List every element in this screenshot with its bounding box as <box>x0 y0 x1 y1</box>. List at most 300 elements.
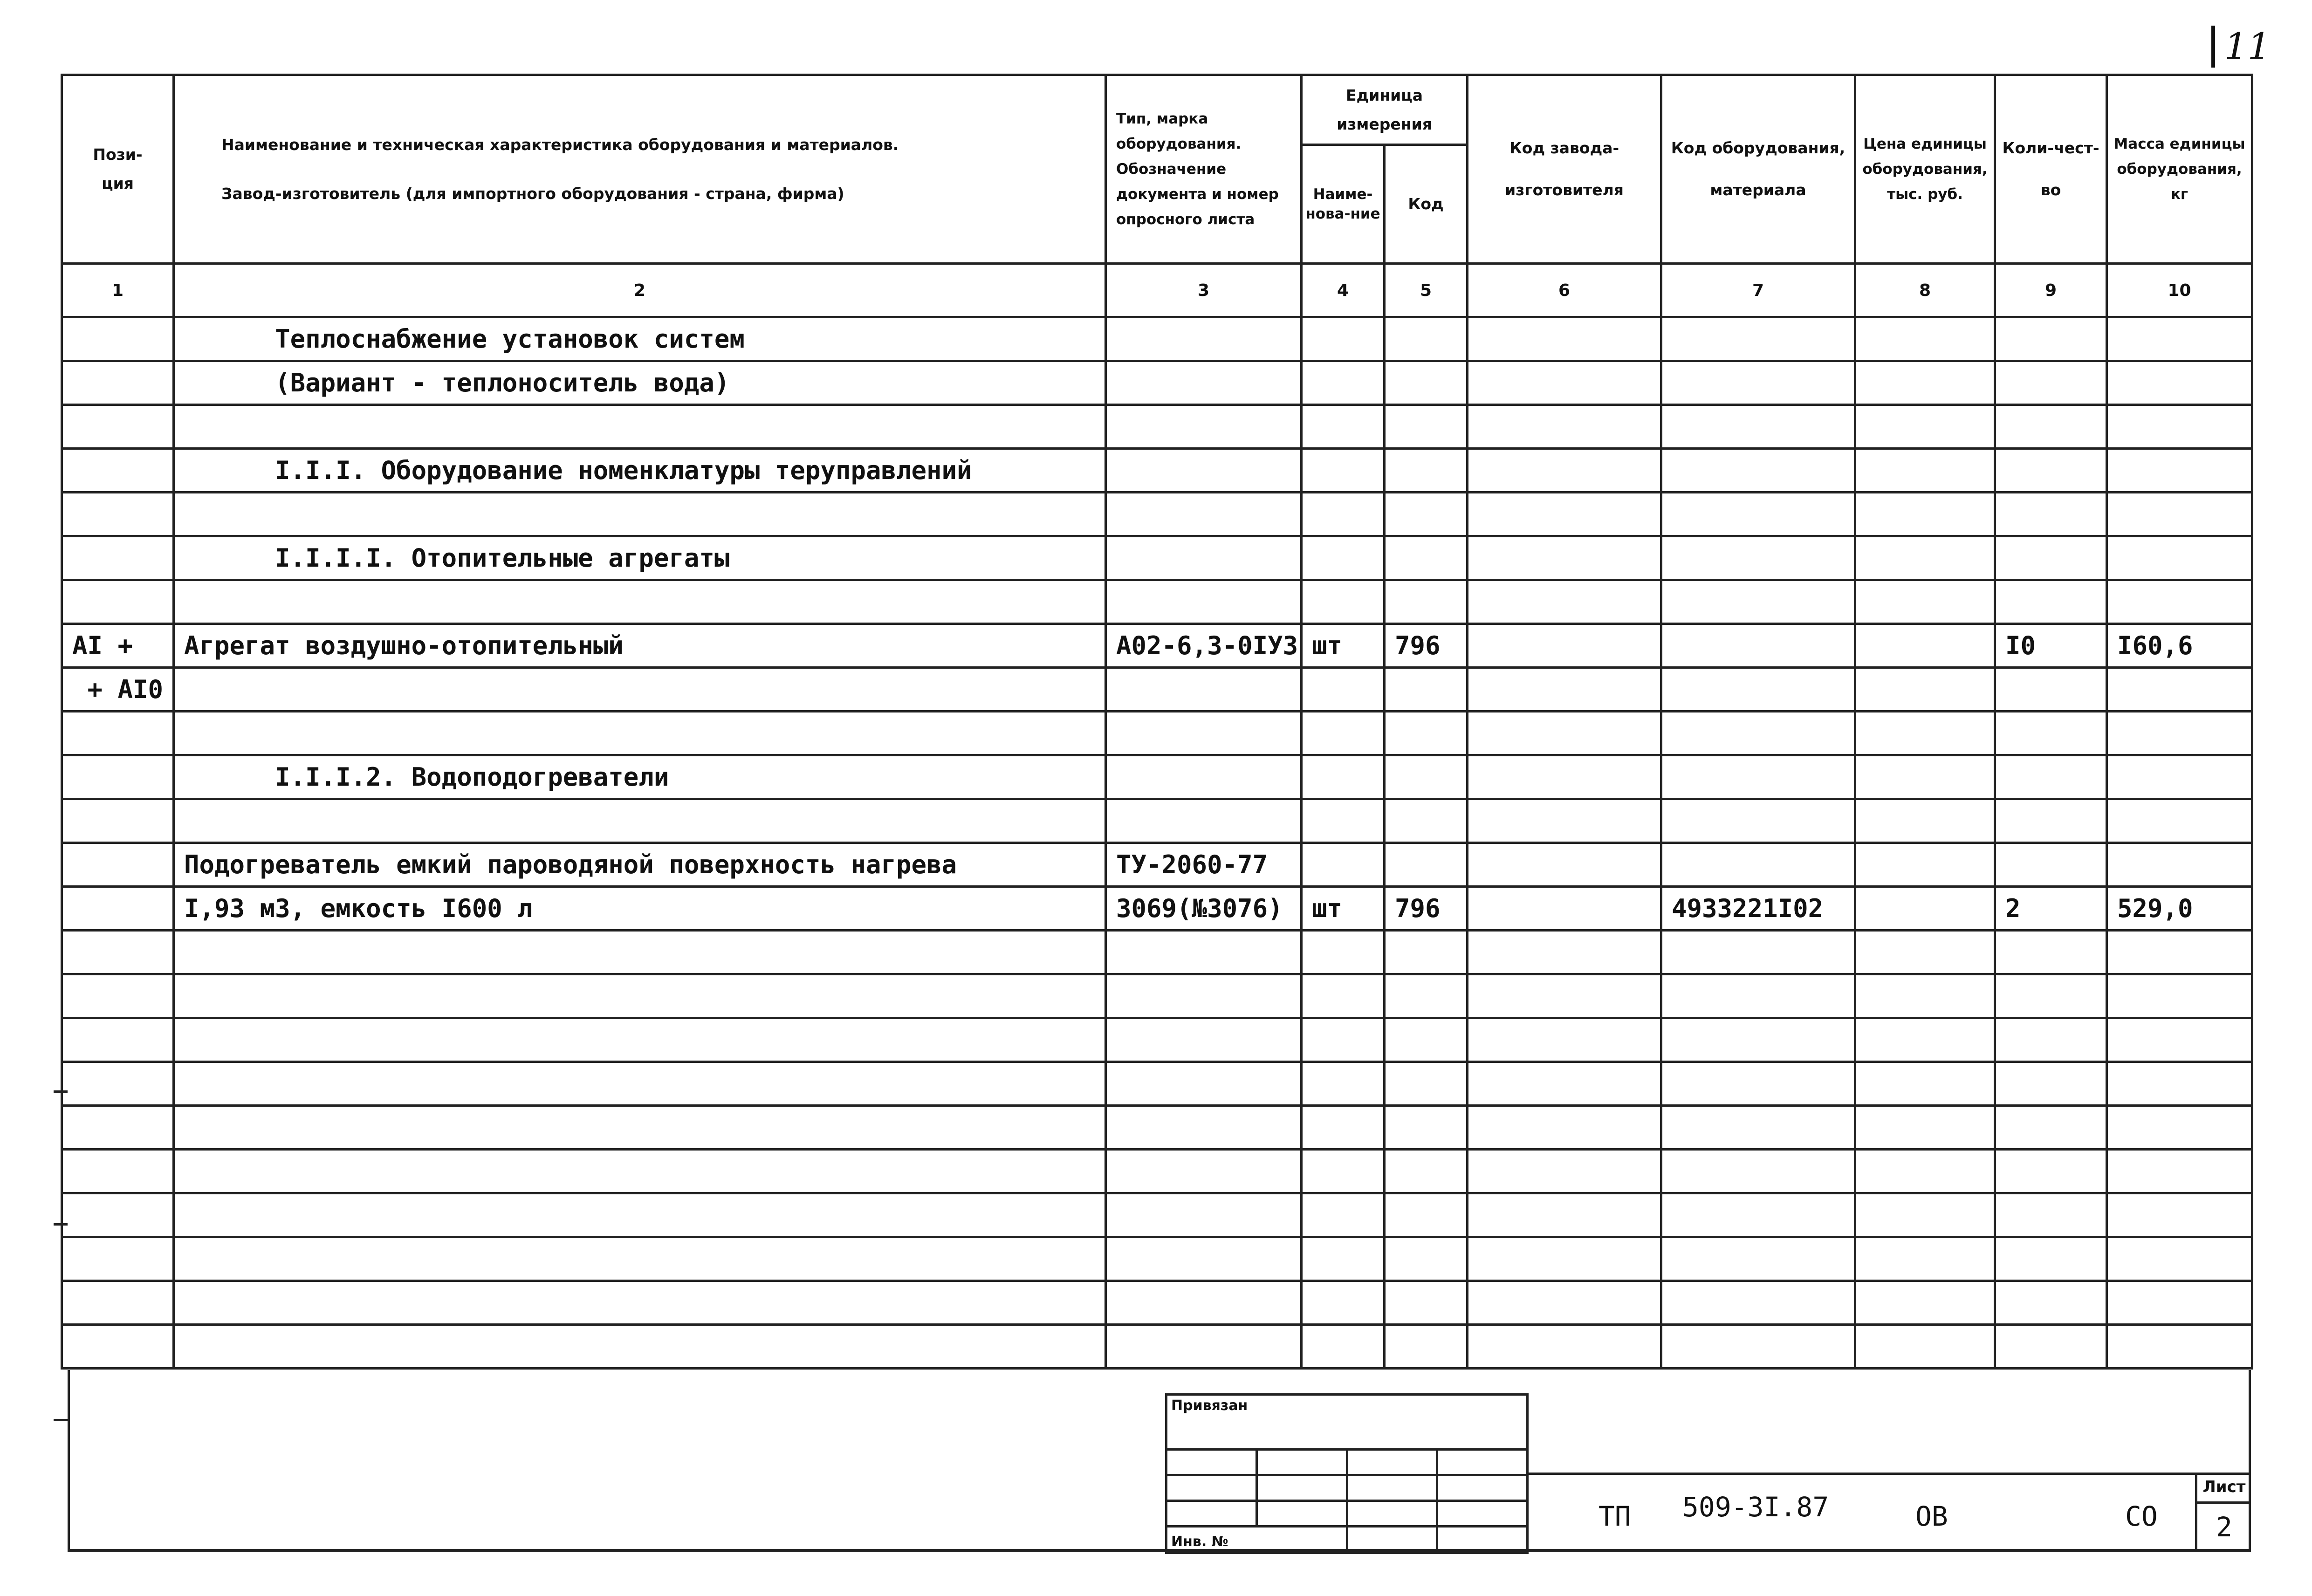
cell-unit: шт <box>1302 624 1385 668</box>
bound-label: Привязан <box>1166 1395 1528 1450</box>
column-number: 6 <box>1468 264 1661 317</box>
cell-qty <box>1995 1106 2107 1150</box>
cell-factory <box>1468 317 1661 361</box>
cell-mass <box>2107 361 2252 405</box>
column-number: 5 <box>1385 264 1468 317</box>
cell-mass <box>2107 536 2252 580</box>
cell-pos <box>62 493 174 536</box>
cell-code <box>1385 1150 1468 1193</box>
cell-mass <box>2107 405 2252 449</box>
cell-unit <box>1302 361 1385 405</box>
cell-equip <box>1661 1325 1855 1369</box>
header-factory-code: Код завода-изготовителя <box>1468 75 1661 264</box>
header-unit-code: Код <box>1385 145 1468 264</box>
table-row <box>62 1150 2252 1193</box>
sheet-box <box>2195 1473 2251 1552</box>
table-row <box>62 317 2252 361</box>
table-row <box>62 799 2252 843</box>
cell-factory <box>1468 1193 1661 1237</box>
cell-factory <box>1468 1106 1661 1150</box>
cell-price <box>1855 1062 1995 1106</box>
cell-name <box>174 1237 1106 1281</box>
cell-type <box>1106 405 1302 449</box>
cell-factory <box>1468 799 1661 843</box>
cell-code <box>1385 1193 1468 1237</box>
cell-price <box>1855 887 1995 931</box>
cell-name <box>174 712 1106 755</box>
column-number: 8 <box>1855 264 1995 317</box>
table-row <box>62 1193 2252 1237</box>
cell-mass <box>2107 1062 2252 1106</box>
table-row <box>62 1325 2252 1369</box>
cell-qty <box>1995 361 2107 405</box>
cell-pos <box>62 317 174 361</box>
cell-factory <box>1468 580 1661 624</box>
cell-unit <box>1302 1018 1385 1062</box>
table-row <box>62 668 2252 712</box>
cell-qty <box>1995 1325 2107 1369</box>
cell-mass <box>2107 1106 2252 1150</box>
header-quantity: Коли-чест-во <box>1995 75 2107 264</box>
cell-qty <box>1995 668 2107 712</box>
cell-name <box>174 1281 1106 1325</box>
table-body <box>62 317 2252 1369</box>
cell-code <box>1385 755 1468 799</box>
cell-code <box>1385 843 1468 887</box>
page-number: 11 <box>2211 26 2263 68</box>
header-price: Цена единицы оборудования, тыс. руб. <box>1855 75 1995 264</box>
cell-type <box>1106 1193 1302 1237</box>
cell-qty <box>1995 493 2107 536</box>
cell-factory <box>1468 624 1661 668</box>
cell-factory <box>1468 1325 1661 1369</box>
cell-name <box>174 1062 1106 1106</box>
cell-unit <box>1302 1325 1385 1369</box>
cell-name: (Вариант - теплоноситель вода) <box>174 361 1106 405</box>
doc-type: ОВ <box>1915 1500 1948 1532</box>
cell-mass <box>2107 1150 2252 1193</box>
cell-qty <box>1995 799 2107 843</box>
table-row <box>62 887 2252 931</box>
cell-code <box>1385 1106 1468 1150</box>
cell-name: Агрегат воздушно-отопительный <box>174 624 1106 668</box>
cell-name <box>174 974 1106 1018</box>
cell-unit <box>1302 493 1385 536</box>
cell-type <box>1106 1281 1302 1325</box>
cell-name: Подогреватель емкий пароводяной поверхность нагрева <box>174 843 1106 887</box>
inventory-label: Инв. № <box>1166 1527 1347 1553</box>
cell-code <box>1385 1018 1468 1062</box>
cell-qty <box>1995 1237 2107 1281</box>
table-row <box>62 974 2252 1018</box>
cell-unit <box>1302 755 1385 799</box>
cell-factory <box>1468 1281 1661 1325</box>
column-number: 2 <box>174 264 1106 317</box>
cell-factory <box>1468 405 1661 449</box>
cell-qty: I0 <box>1995 624 2107 668</box>
cell-equip <box>1661 931 1855 974</box>
title-divider <box>1529 1473 2251 1475</box>
cell-price <box>1855 1237 1995 1281</box>
cell-name <box>174 1150 1106 1193</box>
cell-unit <box>1302 1193 1385 1237</box>
cell-type <box>1106 449 1302 493</box>
cell-equip <box>1661 1237 1855 1281</box>
cell-name <box>174 931 1106 974</box>
cell-equip <box>1661 624 1855 668</box>
cell-price <box>1855 974 1995 1018</box>
cell-name <box>174 1018 1106 1062</box>
cell-factory <box>1468 668 1661 712</box>
cell-pos <box>62 1325 174 1369</box>
cell-type <box>1106 493 1302 536</box>
cell-pos <box>62 580 174 624</box>
cell-type <box>1106 1150 1302 1193</box>
cell-price <box>1855 931 1995 974</box>
cell-mass <box>2107 317 2252 361</box>
cell-equip <box>1661 799 1855 843</box>
cell-name <box>174 668 1106 712</box>
column-number-row <box>62 264 2252 317</box>
cell-type <box>1106 799 1302 843</box>
cell-type <box>1106 1237 1302 1281</box>
cell-name: I,93 м3, емкость I600 л <box>174 887 1106 931</box>
cell-name <box>174 1325 1106 1369</box>
doc-code: СО <box>2125 1500 2158 1532</box>
cell-unit <box>1302 1281 1385 1325</box>
header-type: Тип, марка оборудования. Обозначение документа и номер опросного листа <box>1106 75 1302 264</box>
cell-type <box>1106 974 1302 1018</box>
header-unit-name: Наиме-нова-ние <box>1302 145 1385 264</box>
cell-qty <box>1995 405 2107 449</box>
margin-tick <box>54 1419 68 1421</box>
cell-equip <box>1661 1281 1855 1325</box>
cell-qty <box>1995 1193 2107 1237</box>
cell-code <box>1385 1325 1468 1369</box>
cell-unit: шт <box>1302 887 1385 931</box>
table-row <box>62 1281 2252 1325</box>
cell-equip <box>1661 361 1855 405</box>
binding-stamp <box>1165 1393 1529 1554</box>
cell-price <box>1855 1281 1995 1325</box>
doc-prefix: ТП <box>1599 1500 1631 1532</box>
cell-type <box>1106 1018 1302 1062</box>
cell-name <box>174 580 1106 624</box>
cell-factory <box>1468 1237 1661 1281</box>
cell-mass <box>2107 580 2252 624</box>
cell-price <box>1855 843 1995 887</box>
margin-tick <box>54 1090 68 1093</box>
cell-code <box>1385 580 1468 624</box>
cell-factory <box>1468 712 1661 755</box>
cell-unit <box>1302 536 1385 580</box>
cell-price <box>1855 1018 1995 1062</box>
cell-pos <box>62 799 174 843</box>
table-row <box>62 712 2252 755</box>
cell-pos <box>62 974 174 1018</box>
column-number: 4 <box>1302 264 1385 317</box>
cell-equip <box>1661 1018 1855 1062</box>
header-position: Пози- ция <box>62 75 174 264</box>
cell-unit <box>1302 1106 1385 1150</box>
cell-unit <box>1302 799 1385 843</box>
table-row <box>62 1237 2252 1281</box>
table-row <box>62 843 2252 887</box>
cell-equip <box>1661 1150 1855 1193</box>
cell-equip <box>1661 755 1855 799</box>
header-unit-group: Единица измерения <box>1302 75 1468 145</box>
cell-name <box>174 493 1106 536</box>
cell-pos <box>62 361 174 405</box>
cell-unit <box>1302 668 1385 712</box>
cell-mass <box>2107 668 2252 712</box>
cell-equip: 4933221I02 <box>1661 887 1855 931</box>
cell-mass <box>2107 493 2252 536</box>
cell-code: 796 <box>1385 624 1468 668</box>
cell-equip <box>1661 668 1855 712</box>
cell-price <box>1855 317 1995 361</box>
cell-qty <box>1995 755 2107 799</box>
table-row <box>62 493 2252 536</box>
cell-unit <box>1302 317 1385 361</box>
cell-code <box>1385 449 1468 493</box>
cell-qty <box>1995 449 2107 493</box>
cell-equip <box>1661 536 1855 580</box>
cell-type <box>1106 1325 1302 1369</box>
doc-number: 509-3I.87 <box>1682 1491 1829 1523</box>
cell-mass <box>2107 1018 2252 1062</box>
cell-pos <box>62 931 174 974</box>
cell-unit <box>1302 1237 1385 1281</box>
cell-mass <box>2107 843 2252 887</box>
cell-qty: 2 <box>1995 887 2107 931</box>
cell-unit <box>1302 931 1385 974</box>
cell-type <box>1106 1062 1302 1106</box>
cell-name <box>174 1106 1106 1150</box>
cell-price <box>1855 449 1995 493</box>
cell-unit <box>1302 449 1385 493</box>
cell-price <box>1855 493 1995 536</box>
cell-code <box>1385 1281 1468 1325</box>
cell-type <box>1106 580 1302 624</box>
cell-pos <box>62 405 174 449</box>
header-mass: Масса единицы оборудования, кг <box>2107 75 2252 264</box>
cell-price <box>1855 799 1995 843</box>
cell-code <box>1385 317 1468 361</box>
cell-code: 796 <box>1385 887 1468 931</box>
cell-type <box>1106 668 1302 712</box>
cell-factory <box>1468 974 1661 1018</box>
cell-unit <box>1302 843 1385 887</box>
cell-type <box>1106 755 1302 799</box>
cell-type <box>1106 361 1302 405</box>
cell-mass <box>2107 974 2252 1018</box>
cell-unit <box>1302 405 1385 449</box>
cell-type <box>1106 317 1302 361</box>
cell-pos <box>62 712 174 755</box>
column-number: 10 <box>2107 264 2252 317</box>
cell-price <box>1855 1325 1995 1369</box>
cell-type <box>1106 931 1302 974</box>
column-number: 1 <box>62 264 174 317</box>
margin-tick <box>54 1223 68 1226</box>
cell-equip <box>1661 1062 1855 1106</box>
cell-mass <box>2107 449 2252 493</box>
cell-type <box>1106 712 1302 755</box>
cell-mass <box>2107 799 2252 843</box>
cell-code <box>1385 405 1468 449</box>
sheet-number: 2 <box>2216 1511 2232 1543</box>
cell-price <box>1855 712 1995 755</box>
cell-code <box>1385 799 1468 843</box>
cell-factory <box>1468 1018 1661 1062</box>
cell-qty <box>1995 1150 2107 1193</box>
column-number: 3 <box>1106 264 1302 317</box>
cell-type: А02-6,3-0IУ3 <box>1106 624 1302 668</box>
cell-qty <box>1995 580 2107 624</box>
cell-unit <box>1302 1062 1385 1106</box>
cell-equip <box>1661 1193 1855 1237</box>
cell-code <box>1385 668 1468 712</box>
cell-pos <box>62 1018 174 1062</box>
cell-type: 3069(№3076) <box>1106 887 1302 931</box>
cell-equip <box>1661 580 1855 624</box>
cell-qty <box>1995 1281 2107 1325</box>
table-row <box>62 449 2252 493</box>
table-row <box>62 405 2252 449</box>
cell-name <box>174 1193 1106 1237</box>
cell-code <box>1385 712 1468 755</box>
cell-qty <box>1995 1018 2107 1062</box>
cell-equip <box>1661 712 1855 755</box>
table-row <box>62 580 2252 624</box>
cell-pos <box>62 449 174 493</box>
cell-mass <box>2107 1237 2252 1281</box>
cell-mass <box>2107 1281 2252 1325</box>
specification-table <box>61 74 2253 1370</box>
cell-factory <box>1468 1150 1661 1193</box>
cell-type: ТУ-2060-77 <box>1106 843 1302 887</box>
cell-pos <box>62 1150 174 1193</box>
cell-unit <box>1302 1150 1385 1193</box>
sheet-label: Лист <box>2197 1473 2251 1504</box>
cell-equip <box>1661 843 1855 887</box>
table-row <box>62 931 2252 974</box>
cell-name: I.I.I. Оборудование номенклатуры теруправлений <box>174 449 1106 493</box>
cell-code <box>1385 1062 1468 1106</box>
table-row <box>62 755 2252 799</box>
cell-unit <box>1302 712 1385 755</box>
cell-mass <box>2107 1193 2252 1237</box>
table-row <box>62 361 2252 405</box>
cell-code <box>1385 974 1468 1018</box>
cell-factory <box>1468 536 1661 580</box>
cell-name <box>174 405 1106 449</box>
cell-qty <box>1995 712 2107 755</box>
cell-name <box>174 799 1106 843</box>
cell-price <box>1855 668 1995 712</box>
column-number: 7 <box>1661 264 1855 317</box>
cell-price <box>1855 580 1995 624</box>
cell-price <box>1855 624 1995 668</box>
table-row <box>62 1062 2252 1106</box>
cell-pos <box>62 1281 174 1325</box>
cell-price <box>1855 755 1995 799</box>
table-row <box>62 624 2252 668</box>
cell-factory <box>1468 843 1661 887</box>
cell-qty <box>1995 536 2107 580</box>
cell-code <box>1385 931 1468 974</box>
cell-price <box>1855 536 1995 580</box>
cell-mass <box>2107 931 2252 974</box>
cell-price <box>1855 1106 1995 1150</box>
cell-mass: 529,0 <box>2107 887 2252 931</box>
table-row <box>62 536 2252 580</box>
header-name: Наименование и техническая характеристика оборудования и материалов. Завод-изготовитель (для импортного оборудования - страна, фирма) <box>174 75 1106 264</box>
cell-pos <box>62 843 174 887</box>
cell-price <box>1855 1150 1995 1193</box>
cell-code <box>1385 493 1468 536</box>
cell-factory <box>1468 361 1661 405</box>
cell-qty <box>1995 843 2107 887</box>
cell-qty <box>1995 1062 2107 1106</box>
cell-mass <box>2107 755 2252 799</box>
cell-factory <box>1468 755 1661 799</box>
cell-equip <box>1661 493 1855 536</box>
cell-equip <box>1661 449 1855 493</box>
cell-pos <box>62 755 174 799</box>
cell-factory <box>1468 931 1661 974</box>
cell-pos <box>62 1062 174 1106</box>
cell-name: I.I.I.I. Отопительные агрегаты <box>174 536 1106 580</box>
cell-mass: I60,6 <box>2107 624 2252 668</box>
cell-name: Теплоснабжение установок систем <box>174 317 1106 361</box>
cell-unit <box>1302 580 1385 624</box>
cell-factory <box>1468 887 1661 931</box>
cell-equip <box>1661 317 1855 361</box>
cell-code <box>1385 1237 1468 1281</box>
cell-factory <box>1468 449 1661 493</box>
table-header <box>62 75 2252 317</box>
header-equipment-code: Код оборудования, материала <box>1661 75 1855 264</box>
cell-qty <box>1995 317 2107 361</box>
column-number: 9 <box>1995 264 2107 317</box>
cell-code <box>1385 361 1468 405</box>
table-row <box>62 1106 2252 1150</box>
cell-pos: AI + <box>62 624 174 668</box>
table-row <box>62 1018 2252 1062</box>
cell-qty <box>1995 974 2107 1018</box>
cell-equip <box>1661 974 1855 1018</box>
cell-pos <box>62 887 174 931</box>
cell-mass <box>2107 1325 2252 1369</box>
cell-code <box>1385 536 1468 580</box>
cell-pos <box>62 1237 174 1281</box>
cell-qty <box>1995 931 2107 974</box>
cell-price <box>1855 1193 1995 1237</box>
cell-pos <box>62 1106 174 1150</box>
cell-pos <box>62 1193 174 1237</box>
cell-type <box>1106 1106 1302 1150</box>
cell-factory <box>1468 1062 1661 1106</box>
cell-price <box>1855 405 1995 449</box>
cell-type <box>1106 536 1302 580</box>
cell-equip <box>1661 1106 1855 1150</box>
cell-price <box>1855 361 1995 405</box>
cell-mass <box>2107 712 2252 755</box>
cell-factory <box>1468 493 1661 536</box>
cell-equip <box>1661 405 1855 449</box>
